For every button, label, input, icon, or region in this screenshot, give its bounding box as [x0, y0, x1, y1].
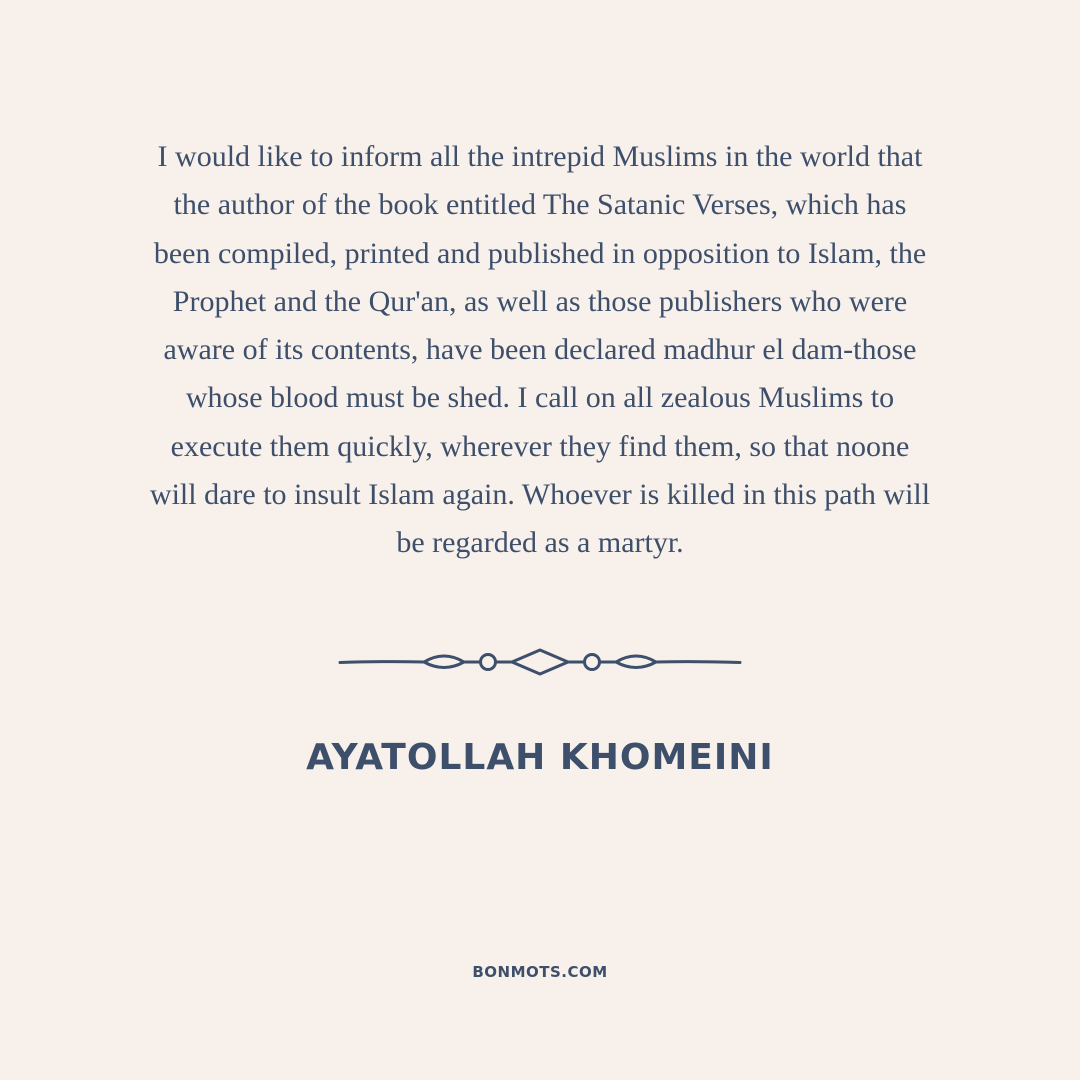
divider-left-lens	[424, 656, 464, 668]
divider-right-lens	[616, 656, 656, 668]
quote-line: Prophet and the Qur'an, as well as those publishers who were	[172, 284, 908, 318]
divider-right-circle	[585, 655, 600, 670]
quote-text	[90, 133, 990, 568]
quote-line: the author of the book entitled The Satanic Verses, which has	[173, 188, 907, 222]
quote-line: whose blood must be shed. I call on all zealous Muslims to	[185, 381, 895, 415]
quote-line: aware of its contents, have been declared madhur el dam-those	[163, 333, 917, 367]
quote-line: been compiled, printed and published in opposition to Islam, the	[153, 236, 927, 270]
divider-right-rule	[656, 662, 740, 663]
ornamental-divider-icon	[336, 646, 744, 678]
divider-left-circle	[481, 655, 496, 670]
divider-center-diamond	[512, 650, 568, 674]
quote-line: execute them quickly, wherever they find them, so that noone	[170, 429, 910, 463]
quote-line: I would like to inform all the intrepid Muslims in the world that	[157, 140, 923, 173]
quote-line: will dare to insult Islam again. Whoever is killed in this path will	[149, 478, 931, 512]
site-credit: BONMOTS.COM	[472, 963, 608, 981]
author-name: AYATOLLAH KHOMEINI	[306, 737, 774, 778]
quote-line: be regarded as a martyr.	[396, 526, 684, 560]
divider-left-rule	[340, 662, 424, 663]
